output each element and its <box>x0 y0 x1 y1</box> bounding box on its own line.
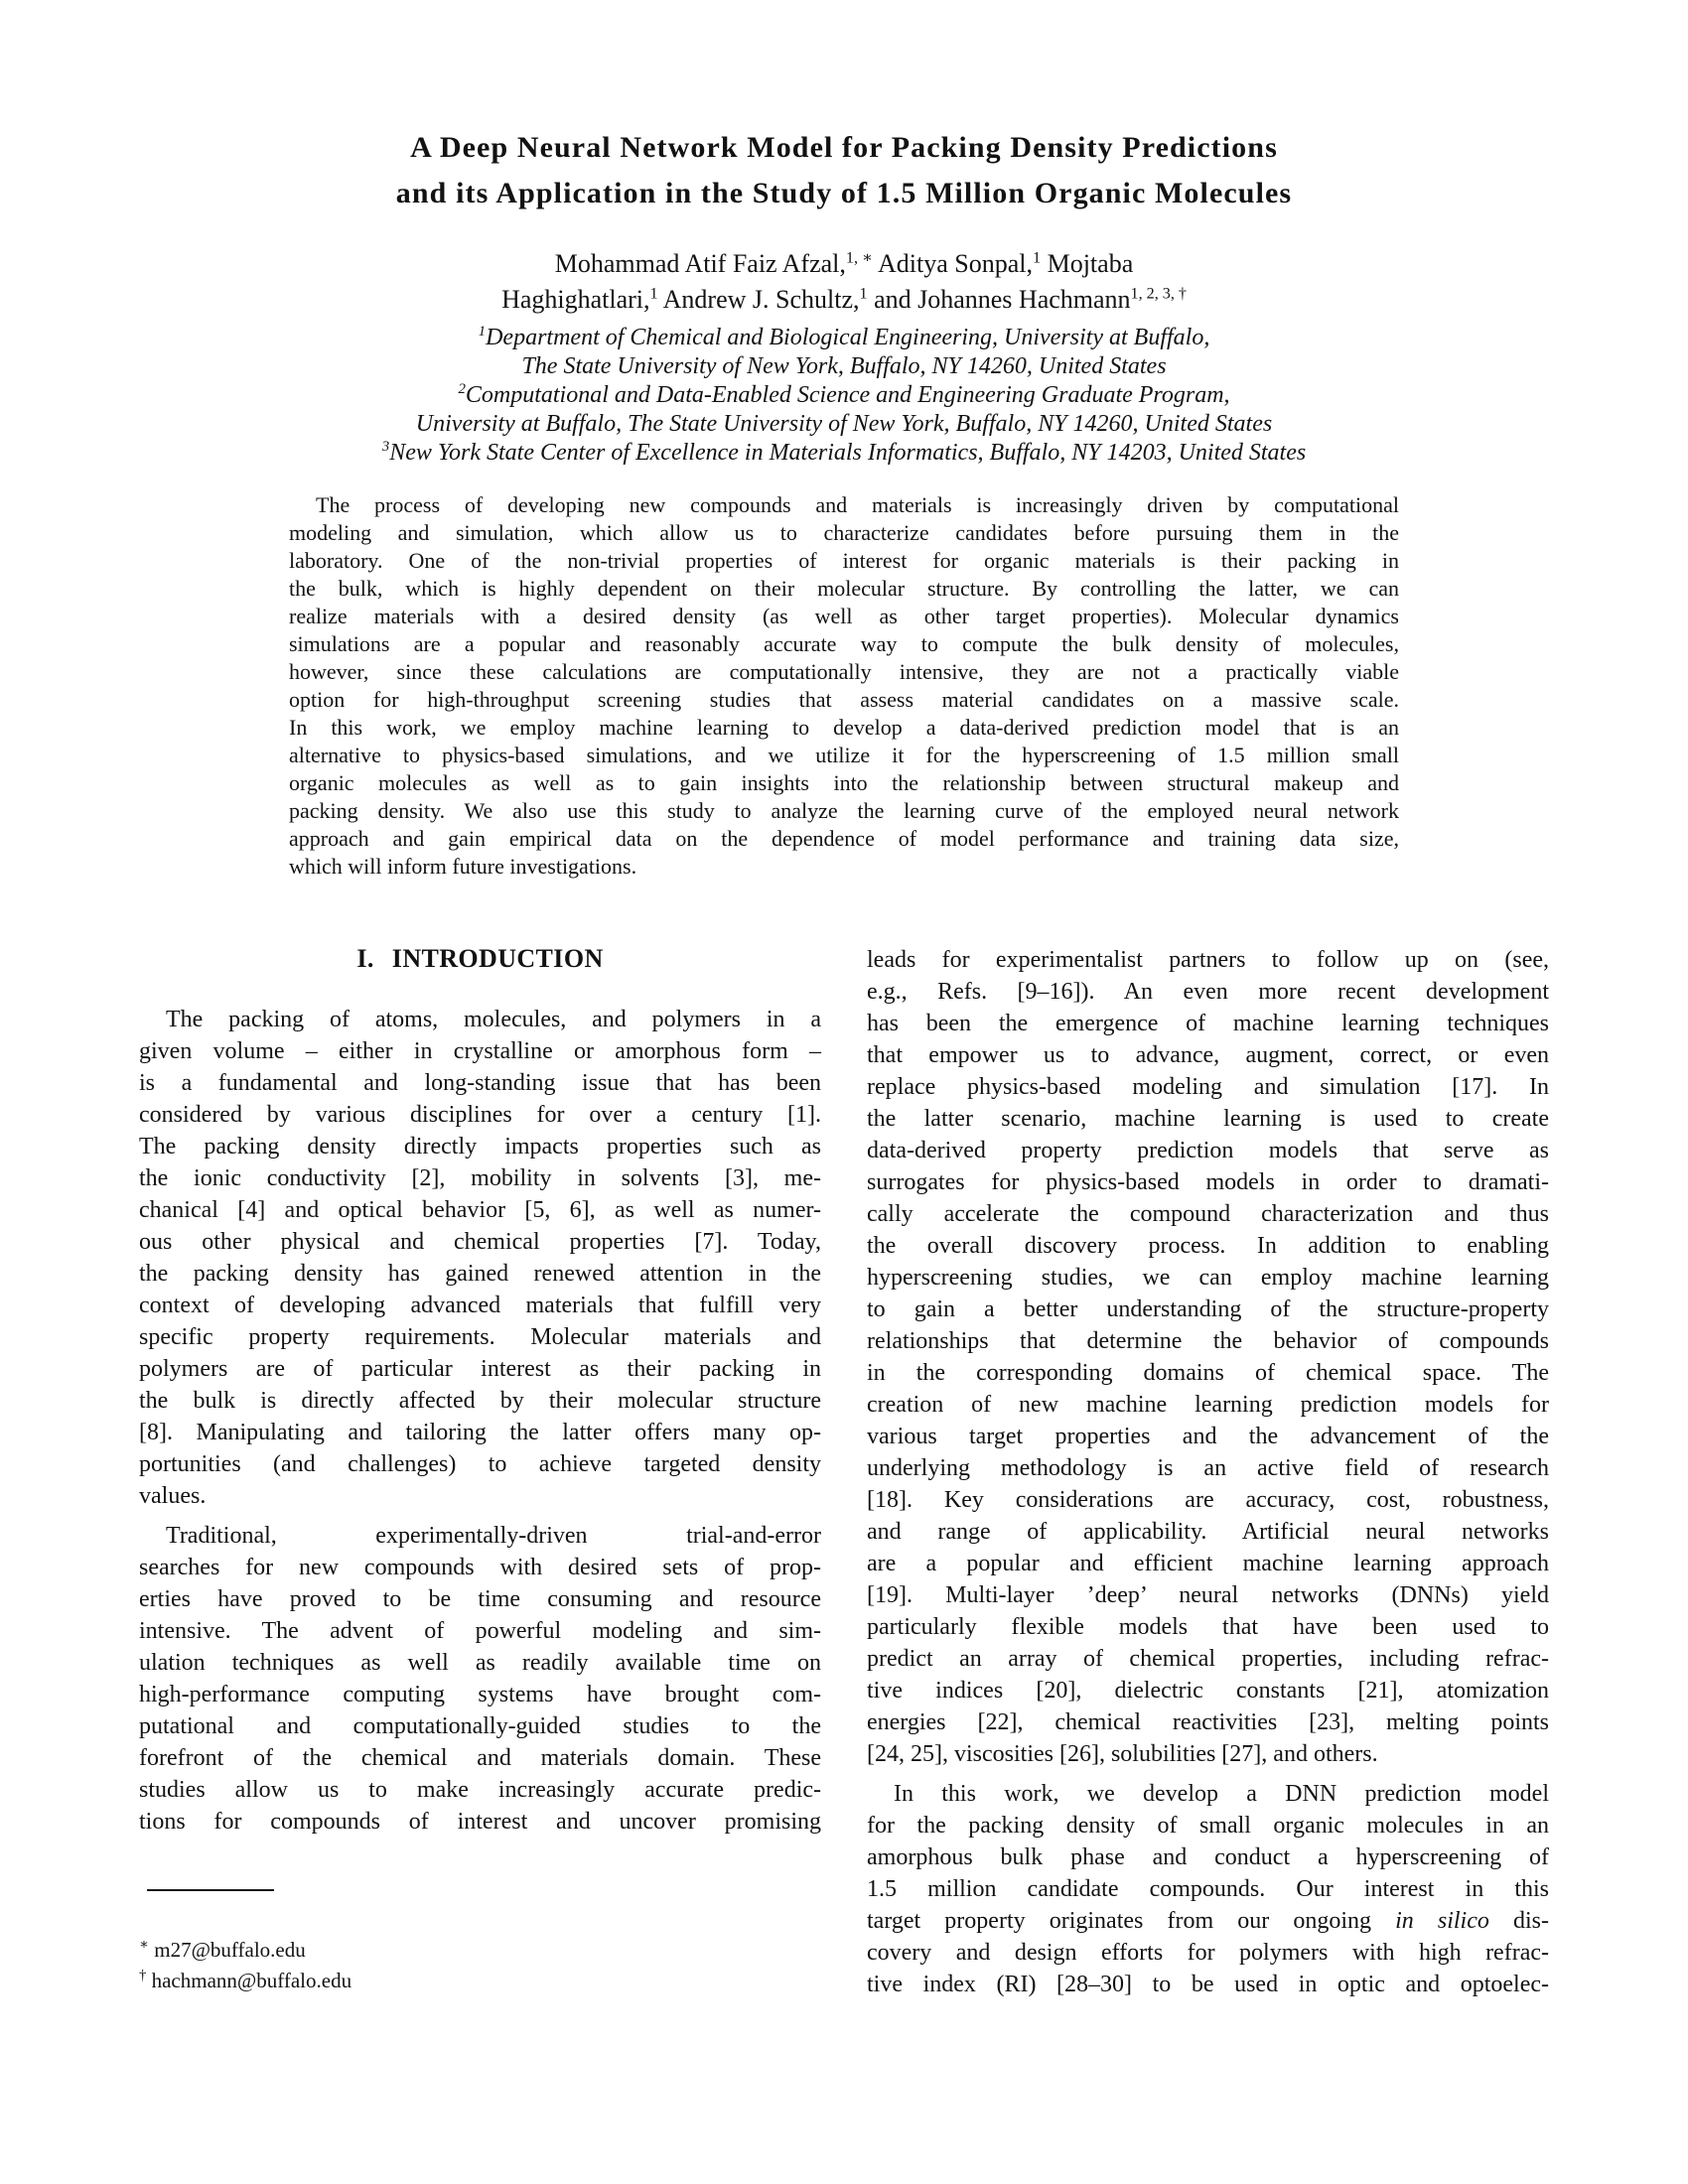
footnote-line <box>139 1935 821 1966</box>
body-line: approach and gain empirical data on the dependence of model performance and training data size, <box>289 826 1399 851</box>
footnote-rule <box>147 1889 274 1891</box>
body-line: alternative to physics-based simulations, and we utilize it for the hyperscreening of 1.5 million small <box>289 743 1399 767</box>
author-line: Haghighatlari,$^1$ Andrew J. Schultz,$^1$ and Johannes Hachmann$^{1, 2, 3, \dagger}$ <box>501 285 1187 314</box>
body-line: laboratory. One of the non-trivial properties of interest for organic materials is their packing in <box>289 548 1399 573</box>
paragraph <box>139 1004 821 1512</box>
body-line: option for high-throughput screening studies that assess material candidates on a massive scale. <box>289 687 1399 712</box>
body-line: and range of applicability. Artificial neural networks <box>867 1519 1549 1545</box>
affiliation-line: $^2$Computational and Data-Enabled Science and Engineering Graduate Program, <box>458 381 1230 408</box>
body-line: searches for new compounds with desired sets of prop- <box>139 1555 821 1580</box>
body-line: the ionic conductivity [2], mobility in solvents [3], me- <box>139 1165 821 1191</box>
section-number: I. <box>356 944 374 973</box>
footnote-email: hachmann@buffalo.edu <box>151 1969 352 1992</box>
body-line: target property originates from our ongoing in silico dis- <box>867 1908 1549 1934</box>
body-line: underlying methodology is an active field of research <box>867 1455 1549 1481</box>
body-line: given volume – either in crystalline or amorphous form – <box>139 1038 821 1064</box>
footnote-block <box>139 1889 821 1996</box>
body-line: the latter scenario, machine learning is used to create <box>867 1106 1549 1132</box>
body-line: The process of developing new compounds and materials is increasingly driven by computational <box>316 492 1399 517</box>
body-line: The packing density directly impacts properties such as <box>139 1134 821 1160</box>
superscript-marker: 1 <box>1033 249 1042 267</box>
paragraph <box>289 491 1399 881</box>
superscript-marker: 1 <box>649 285 658 303</box>
superscript-marker: 1 <box>859 285 868 303</box>
affiliations-block <box>0 324 1688 468</box>
body-line: relationships that determine the behavior of compounds <box>867 1328 1549 1354</box>
body-line: Traditional, experimentally-driven trial-and-error <box>166 1523 821 1549</box>
affiliation-line: The State University of New York, Buffalo, NY 14260, United States <box>521 353 1167 379</box>
body-line: packing density. We also use this study to analyze the learning curve of the employed neural network <box>289 798 1399 823</box>
footnote-list <box>139 1935 821 1996</box>
body-line: the packing density has gained renewed attention in the <box>139 1261 821 1287</box>
italic-text: in silico <box>1395 1908 1489 1934</box>
affiliation-line: $^3$New York State Center of Excellence in Materials Informatics, Buffalo, NY 14203, United States <box>381 439 1307 466</box>
body-line: for the packing density of small organic molecules in an <box>867 1813 1549 1839</box>
superscript-marker: 1, 2, 3, † <box>1130 285 1187 303</box>
right-column <box>867 944 1549 2000</box>
body-line: leads for experimentalist partners to follow up on (see, <box>867 947 1549 973</box>
section-title: INTRODUCTION <box>391 944 604 973</box>
body-line: which will inform future investigations. <box>289 854 637 879</box>
body-line: amorphous bulk phase and conduct a hyperscreening of <box>867 1844 1549 1870</box>
body-line: considered by various disciplines for over a century [1]. <box>139 1102 821 1128</box>
body-line: the bulk, which is highly dependent on their molecular structure. By controlling the latter, we can <box>289 576 1399 601</box>
body-line: various target properties and the advancement of the <box>867 1424 1549 1449</box>
footnote-marker: † <box>139 1968 147 1983</box>
body-line: hyperscreening studies, we can employ machine learning <box>867 1265 1549 1291</box>
footnote-line <box>139 1966 821 1996</box>
body-line: covery and design efforts for polymers with high refrac- <box>867 1940 1549 1966</box>
body-line: specific property requirements. Molecular materials and <box>139 1324 821 1350</box>
body-line: intensive. The advent of powerful modeling and sim- <box>139 1618 821 1644</box>
body-line: modeling and simulation, which allow us to characterize candidates before pursuing them in the <box>289 520 1399 545</box>
body-line: the bulk is directly affected by their molecular structure <box>139 1388 821 1414</box>
body-line: studies allow us to make increasingly accurate predic- <box>139 1777 821 1803</box>
affiliation-line: $^1$Department of Chemical and Biological Engineering, University at Buffalo, <box>478 324 1210 350</box>
paper-title-line: A Deep Neural Network Model for Packing Density Predictions <box>410 131 1278 164</box>
body-line: 1.5 million candidate compounds. Our interest in this <box>867 1876 1549 1902</box>
abstract <box>289 491 1399 881</box>
body-line: e.g., Refs. [9–16]). An even more recent development <box>867 979 1549 1005</box>
body-line: data-derived property prediction models that serve as <box>867 1138 1549 1163</box>
body-line: [24, 25], viscosities [26], solubilities [27], and others. <box>867 1741 1378 1767</box>
body-line: chanical [4] and optical behavior [5, 6], as well as numer- <box>139 1197 821 1223</box>
body-line: tive indices [20], dielectric constants [21], atomization <box>867 1678 1549 1704</box>
body-line: context of developing advanced materials that fulfill very <box>139 1293 821 1318</box>
superscript-marker: 1, ∗ <box>845 249 873 267</box>
body-line: [8]. Manipulating and tailoring the latter offers many op- <box>139 1420 821 1445</box>
paragraph <box>139 1520 821 1838</box>
body-line: portunities (and challenges) to achieve targeted density <box>139 1451 821 1477</box>
body-line: The packing of atoms, molecules, and polymers in a <box>166 1007 821 1032</box>
body-line: organic molecules as well as to gain insights into the relationship between structural makeup and <box>289 770 1399 795</box>
body-line: particularly flexible models that have been used to <box>867 1614 1549 1640</box>
body-line: tive index (RI) [28–30] to be used in optic and optoelec- <box>867 1972 1549 1997</box>
body-line: has been the emergence of machine learning techniques <box>867 1011 1549 1036</box>
affiliation-number: 1 <box>478 324 487 340</box>
body-line: simulations are a popular and reasonably accurate way to compute the bulk density of molecules, <box>289 631 1399 656</box>
body-line: creation of new machine learning prediction models for <box>867 1392 1549 1418</box>
paper-title <box>0 0 1688 216</box>
body-line: realize materials with a desired density (as well as other target properties). Molecular dynamics <box>289 604 1399 628</box>
body-line: energies [22], chemical reactivities [23], melting points <box>867 1709 1549 1735</box>
paragraph <box>867 1778 1549 2000</box>
footnote-email: m27@buffalo.edu <box>154 1938 306 1962</box>
body-line: In this work, we employ machine learning to develop a data-derived prediction model that is an <box>289 715 1399 740</box>
body-line: values. <box>139 1483 207 1509</box>
body-line: is a fundamental and long-standing issue that has been <box>139 1070 821 1096</box>
section-heading <box>139 944 821 974</box>
right-column-text <box>867 944 1549 2000</box>
body-line: polymers are of particular interest as their packing in <box>139 1356 821 1382</box>
body-line: [19]. Multi-layer ’deep’ neural networks (DNNs) yield <box>867 1582 1549 1608</box>
body-line: putational and computationally-guided studies to the <box>139 1713 821 1739</box>
body-line: ous other physical and chemical properties [7]. Today, <box>139 1229 821 1255</box>
body-line: predict an array of chemical properties, including refrac- <box>867 1646 1549 1672</box>
body-line: however, since these calculations are computationally intensive, they are not a practically viable <box>289 659 1399 684</box>
affiliation-number: 3 <box>381 439 390 455</box>
authors-block <box>0 246 1688 318</box>
left-column <box>139 944 821 2000</box>
two-column-body <box>139 944 1549 2000</box>
left-column-text <box>139 1004 821 1838</box>
body-line: forefront of the chemical and materials domain. These <box>139 1745 821 1771</box>
body-line: in the corresponding domains of chemical space. The <box>867 1360 1549 1386</box>
author-line: Mohammad Atif Faiz Afzal,$^{1, ∗}$ Aditya Sonpal,$^1$ Mojtaba <box>554 249 1134 278</box>
affiliation-line: University at Buffalo, The State University of New York, Buffalo, NY 14260, United States <box>415 411 1273 437</box>
affiliation-number: 2 <box>458 381 466 397</box>
body-line: ulation techniques as well as readily available time on <box>139 1650 821 1676</box>
body-line: erties have proved to be time consuming and resource <box>139 1586 821 1612</box>
paper-title-line: and its Application in the Study of 1.5 Million Organic Molecules <box>395 177 1293 209</box>
body-line: In this work, we develop a DNN prediction model <box>894 1781 1549 1807</box>
paragraph <box>867 944 1549 1770</box>
body-line: [18]. Key considerations are accuracy, cost, robustness, <box>867 1487 1549 1513</box>
body-line: high-performance computing systems have brought com- <box>139 1682 821 1707</box>
body-line: replace physics-based modeling and simulation [17]. In <box>867 1074 1549 1100</box>
body-line: are a popular and efficient machine learning approach <box>867 1551 1549 1576</box>
body-line: to gain a better understanding of the structure-property <box>867 1297 1549 1322</box>
body-line: cally accelerate the compound characterization and thus <box>867 1201 1549 1227</box>
footnote-marker: ∗ <box>139 1937 149 1953</box>
body-line: the overall discovery process. In addition to enabling <box>867 1233 1549 1259</box>
body-line: surrogates for physics-based models in order to dramati- <box>867 1169 1549 1195</box>
body-line: that empower us to advance, augment, correct, or even <box>867 1042 1549 1068</box>
body-line: tions for compounds of interest and uncover promising <box>139 1809 821 1835</box>
